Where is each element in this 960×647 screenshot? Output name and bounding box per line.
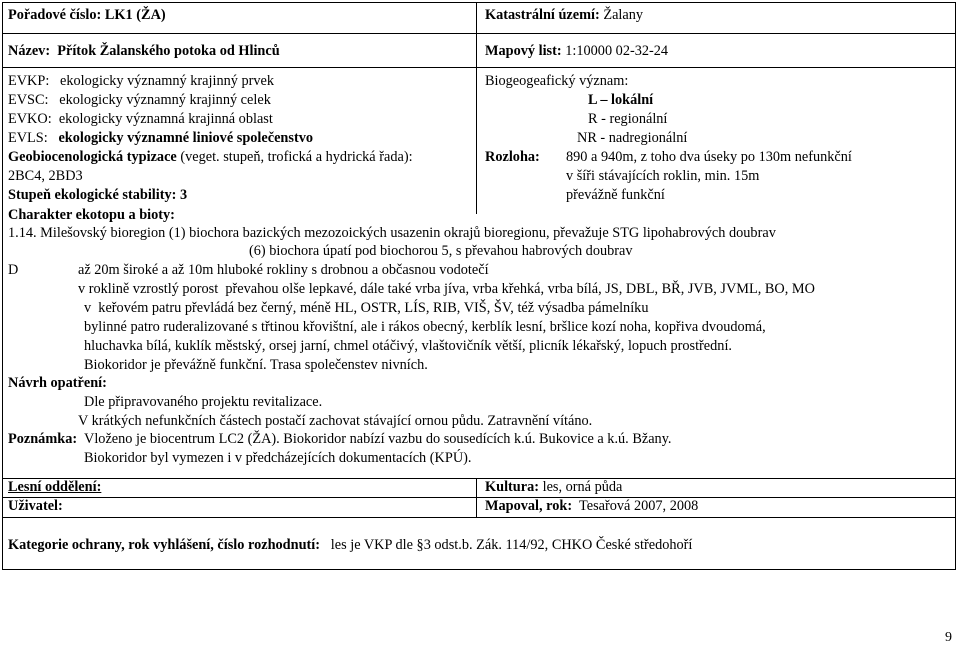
mapoval: Mapoval, rok: Tesařová 2007, 2008 — [485, 498, 699, 514]
rozloha-label: Rozloha: — [485, 149, 540, 165]
charakter-line8: Biokoridor je převážně funkční. Trasa společenstev nivních. — [84, 357, 428, 373]
bio-lokalni: L – lokální — [588, 92, 654, 108]
rozloha-line1: 890 a 940m, z toho dva úseky po 130m nefunkční — [566, 149, 852, 165]
mapovy-list: Mapový list: 1:10000 02-32-24 — [485, 43, 669, 59]
charakter-heading: Charakter ekotopu a bioty: — [8, 207, 175, 223]
katastralni-uzemi: Katastrální území: Žalany — [485, 7, 644, 23]
charakter-line2: (6) biochora úpatí pod biochorou 5, s převahou habrových doubrav — [249, 243, 633, 259]
charakter-line7: hluchavka bílá, kuklík městský, orsej jarní, chmel otáčivý, vlaštovičník větší, plicník lékařský, lopuch prostřední. — [84, 338, 732, 354]
lesni-oddeleni: Lesní oddělení: — [8, 479, 102, 495]
charakter-line4: v roklině vzrostlý porost převahou olše lepkavé, dále také vrba jíva, vrba křehká, vrba bílá, JS, DBL, BŘ, JVB, JVML, BO, MO — [78, 281, 815, 297]
charakter-d: D — [8, 262, 19, 278]
page-number: 9 — [945, 630, 952, 645]
navrh-line2: V krátkých nefunkčních částech postačí zachovat stávající ornou půdu. Zatravnění vítáno. — [78, 413, 593, 429]
bio-label: Biogeogeafický význam: — [485, 73, 629, 89]
charakter-line3: až 20m široké a až 10m hluboké rokliny s drobnou a občasnou vodotečí — [78, 262, 489, 278]
navrh-line1: Dle připravovaného projektu revitalizace. — [84, 394, 323, 410]
divider — [2, 67, 956, 68]
divider — [2, 497, 956, 498]
geo-value: 2BC4, 2BD3 — [8, 168, 83, 184]
charakter-line1: 1.14. Milešovský bioregion (1) biochora bazických mezozoických usazenin okrajů bioregionu, převažuje STG lipohabrových doubrav — [8, 225, 776, 241]
legend-evkp: EVKP: ekologicky významný krajinný prvek — [8, 73, 275, 89]
stability: Stupeň ekologické stability: 3 — [8, 187, 188, 203]
poznamka: Poznámka: Vloženo je biocentrum LC2 (ŽA). Biokoridor nabízí vazbu do sousedících k.ú. Bukovice a k.ú. Bžany. — [8, 431, 672, 447]
nazev: Název: Přítok Žalanského potoka od Hlinců — [8, 43, 280, 59]
legend-evsc: EVSC: ekologicky významný krajinný celek — [8, 92, 271, 108]
divider — [2, 517, 956, 518]
divider — [2, 33, 956, 34]
navrh-heading: Návrh opatření: — [8, 375, 107, 391]
charakter-line5: v keřovém patru převládá bez černý, méně HL, OSTR, LÍS, RIB, VIŠ, ŠV, též výsadba pámelníku — [84, 300, 649, 316]
poznamka-line2: Biokoridor byl vymezen i v předcházejících dokumentacích (KPÚ). — [84, 450, 472, 466]
kategorie-ochrany: Kategorie ochrany, rok vyhlášení, číslo rozhodnutí: les je VKP dle §3 odst.b. Zák. 114/92, CHKO České středohoří — [8, 537, 693, 553]
rozloha-line3: převážně funkční — [566, 187, 665, 203]
column-divider — [476, 478, 477, 517]
column-divider — [476, 2, 477, 214]
legend-evko: EVKO: ekologicky významná krajinná oblast — [8, 111, 273, 127]
divider — [2, 478, 956, 479]
rozloha-line2: v šíři stávajících roklin, min. 15m — [566, 168, 760, 184]
charakter-line6: bylinné patro ruderalizované s třtinou křovištní, ale i rákos obecný, kerblík lesní, bršlice kozí noha, kopřiva dvoudomá, — [84, 319, 766, 335]
geo-label: Geobiocenologická typizace (veget. stupeň, trofická a hydrická řada): — [8, 149, 413, 165]
uzivatel: Uživatel: — [8, 498, 63, 514]
bio-nadregionalni: NR - nadregionální — [577, 130, 688, 146]
kultura: Kultura: les, orná půda — [485, 479, 623, 495]
poradove-cislo: Pořadové číslo: LK1 (ŽA) — [8, 7, 166, 23]
bio-regionalni: R - regionální — [588, 111, 668, 127]
legend-evls: EVLS: ekologicky významné liniové společenstvo — [8, 130, 313, 146]
